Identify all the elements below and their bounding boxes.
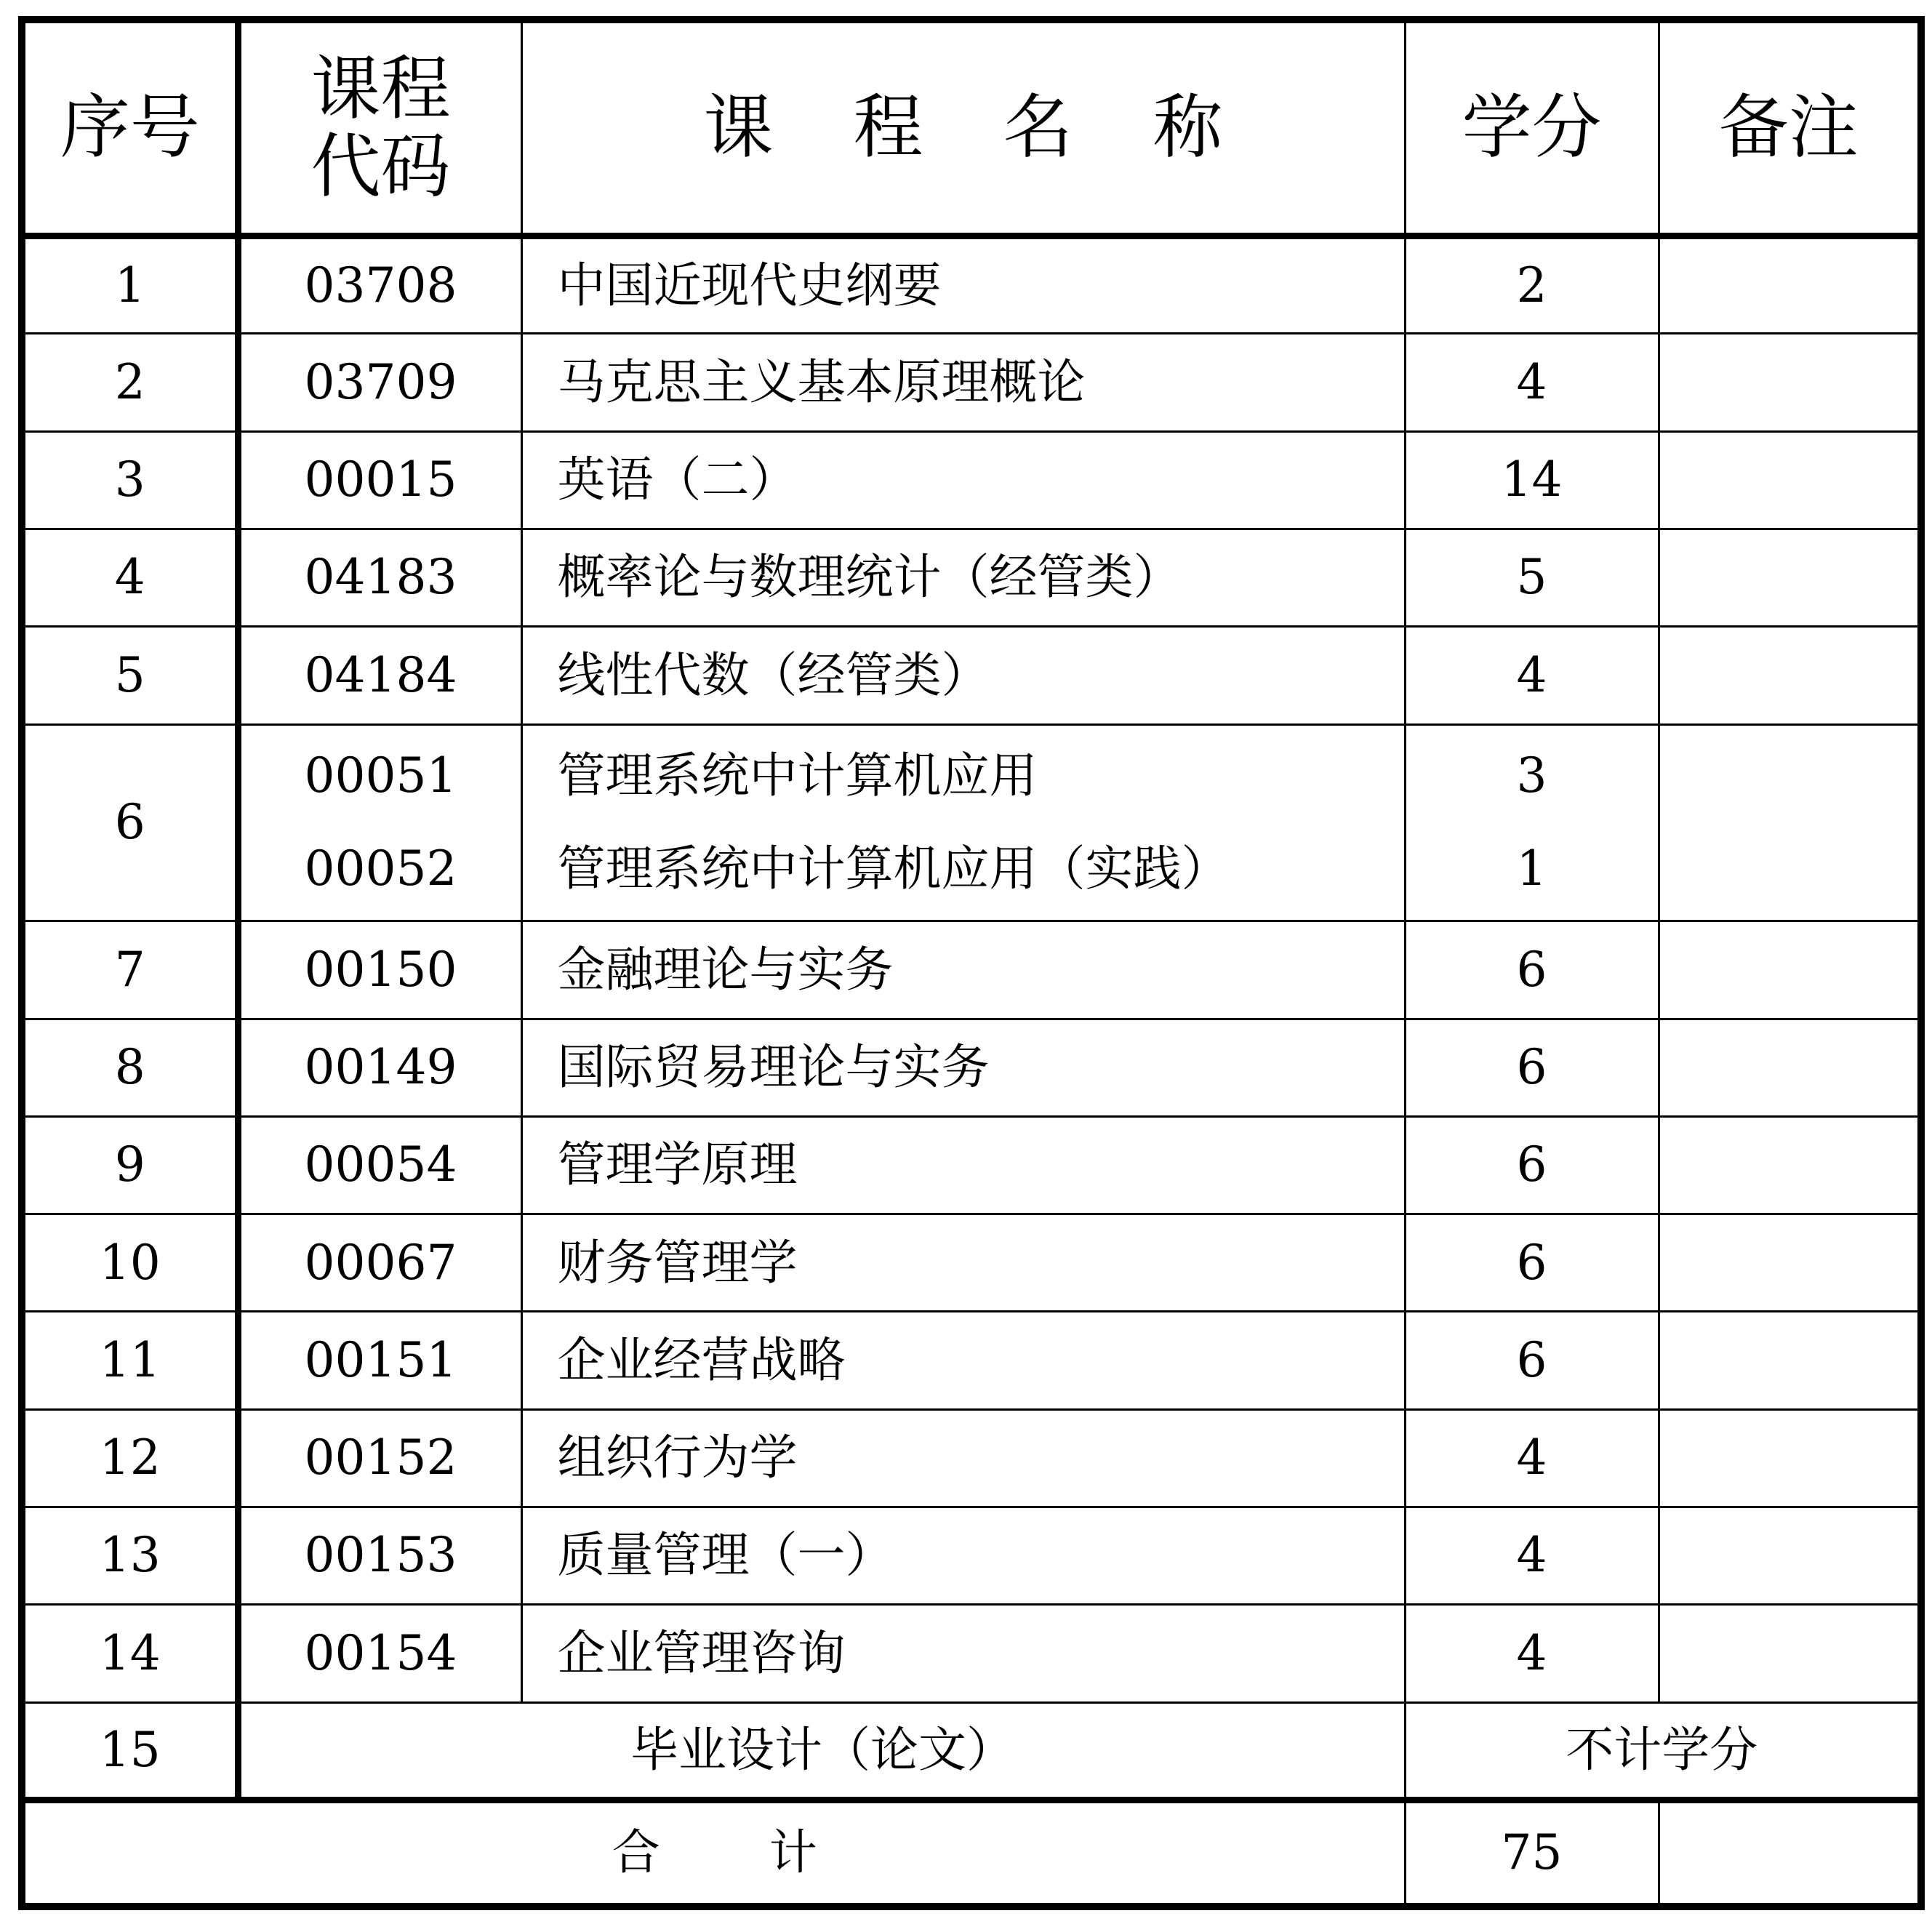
header-course-name: 课程名称 (521, 20, 1405, 236)
cell-remark (1659, 1214, 1921, 1312)
cell-code-group (238, 724, 521, 921)
table-row (22, 1214, 1921, 1312)
cell-credit: 1 (1516, 841, 1547, 897)
table-row (22, 627, 1921, 724)
cell-code: 00152 (238, 1409, 521, 1507)
table-row (22, 431, 1921, 529)
cell-remark (1659, 334, 1921, 431)
cell-seq: 13 (22, 1507, 238, 1605)
cell-seq: 15 (22, 1702, 238, 1800)
cell-name: 英语（二） (521, 431, 1405, 529)
thesis-row (22, 1702, 1921, 1800)
cell-remark (1659, 529, 1921, 627)
cell-name: 管理学原理 (521, 1116, 1405, 1214)
cell-remark (1659, 724, 1921, 921)
cell-seq: 6 (22, 724, 238, 921)
table-row (22, 1116, 1921, 1214)
cell-credit-group (1405, 724, 1659, 921)
cell-credit: 4 (1405, 1605, 1659, 1702)
cell-remark (1659, 1409, 1921, 1507)
cell-seq: 8 (22, 1019, 238, 1116)
cell-code: 03709 (238, 334, 521, 431)
course-table-frame (18, 16, 1917, 1910)
cell-remark (1659, 236, 1921, 334)
cell-credit: 6 (1405, 1214, 1659, 1312)
cell-name: 马克思主义基本原理概论 (521, 334, 1405, 431)
cell-remark (1659, 627, 1921, 724)
cell-code: 03708 (238, 236, 521, 334)
cell-name: 管理系统中计算机应用 (557, 747, 1038, 804)
cell-code: 00153 (238, 1507, 521, 1605)
cell-seq: 11 (22, 1312, 238, 1409)
table-row (22, 334, 1921, 431)
cell-name: 企业管理咨询 (521, 1605, 1405, 1702)
cell-code: 04184 (238, 627, 521, 724)
cell-remark (1659, 1116, 1921, 1214)
header-row (22, 20, 1921, 236)
cell-credit: 5 (1405, 529, 1659, 627)
cell-seq: 1 (22, 236, 238, 334)
cell-seq: 12 (22, 1409, 238, 1507)
cell-seq: 9 (22, 1116, 238, 1214)
cell-name: 管理系统中计算机应用（实践） (557, 841, 1230, 897)
table-row (22, 1507, 1921, 1605)
cell-name: 质量管理（一） (521, 1507, 1405, 1605)
cell-credit: 4 (1405, 334, 1659, 431)
header-remark: 备注 (1659, 20, 1921, 236)
cell-code: 04183 (238, 529, 521, 627)
header-credit: 学分 (1405, 20, 1659, 236)
cell-name: 中国近现代史纲要 (521, 236, 1405, 334)
cell-code: 00150 (238, 921, 521, 1019)
cell-credit: 4 (1405, 627, 1659, 724)
header-seq: 序号 (22, 20, 238, 236)
cell-credit: 6 (1405, 921, 1659, 1019)
cell-thesis-name: 毕业设计（论文） (238, 1702, 1405, 1800)
table-row (22, 529, 1921, 627)
cell-name: 国际贸易理论与实务 (521, 1019, 1405, 1116)
cell-seq: 14 (22, 1605, 238, 1702)
cell-code: 00052 (304, 841, 457, 897)
cell-name: 企业经营战略 (521, 1312, 1405, 1409)
cell-code: 00015 (238, 431, 521, 529)
cell-code: 00051 (304, 747, 457, 804)
course-plan-table (18, 16, 1925, 1910)
cell-code: 00149 (238, 1019, 521, 1116)
total-label: 合计 (22, 1800, 1405, 1907)
cell-credit: 6 (1405, 1312, 1659, 1409)
cell-name: 金融理论与实务 (521, 921, 1405, 1019)
table-row-grouped (22, 724, 1921, 921)
table-row (22, 1605, 1921, 1702)
cell-code: 00154 (238, 1605, 521, 1702)
total-row (22, 1800, 1921, 1907)
cell-seq: 3 (22, 431, 238, 529)
header-code-line2: 代码 (310, 126, 451, 208)
cell-code: 00067 (238, 1214, 521, 1312)
cell-remark (1659, 1605, 1921, 1702)
total-remark (1659, 1800, 1921, 1907)
cell-name: 概率论与数理统计（经管类） (521, 529, 1405, 627)
total-credit: 75 (1405, 1800, 1659, 1907)
cell-credit: 6 (1405, 1116, 1659, 1214)
cell-seq: 7 (22, 921, 238, 1019)
cell-credit: 14 (1405, 431, 1659, 529)
cell-name: 财务管理学 (521, 1214, 1405, 1312)
table-row (22, 236, 1921, 334)
cell-remark (1659, 921, 1921, 1019)
cell-seq: 10 (22, 1214, 238, 1312)
table-row (22, 1312, 1921, 1409)
cell-remark (1659, 1019, 1921, 1116)
cell-code: 00151 (238, 1312, 521, 1409)
cell-credit: 6 (1405, 1019, 1659, 1116)
cell-seq: 4 (22, 529, 238, 627)
cell-seq: 5 (22, 627, 238, 724)
cell-credit: 3 (1516, 747, 1547, 804)
cell-credit: 4 (1405, 1409, 1659, 1507)
cell-name: 线性代数（经管类） (521, 627, 1405, 724)
cell-name: 组织行为学 (521, 1409, 1405, 1507)
table-row (22, 1409, 1921, 1507)
cell-thesis-credit-note: 不计学分 (1405, 1702, 1921, 1800)
cell-credit: 2 (1405, 236, 1659, 334)
header-code (238, 20, 521, 236)
header-code-line1: 课程 (310, 47, 451, 129)
table-row (22, 921, 1921, 1019)
cell-credit: 4 (1405, 1507, 1659, 1605)
cell-seq: 2 (22, 334, 238, 431)
cell-name-group (521, 724, 1405, 921)
cell-remark (1659, 1507, 1921, 1605)
cell-remark (1659, 1312, 1921, 1409)
cell-code: 00054 (238, 1116, 521, 1214)
table-row (22, 1019, 1921, 1116)
cell-remark (1659, 431, 1921, 529)
